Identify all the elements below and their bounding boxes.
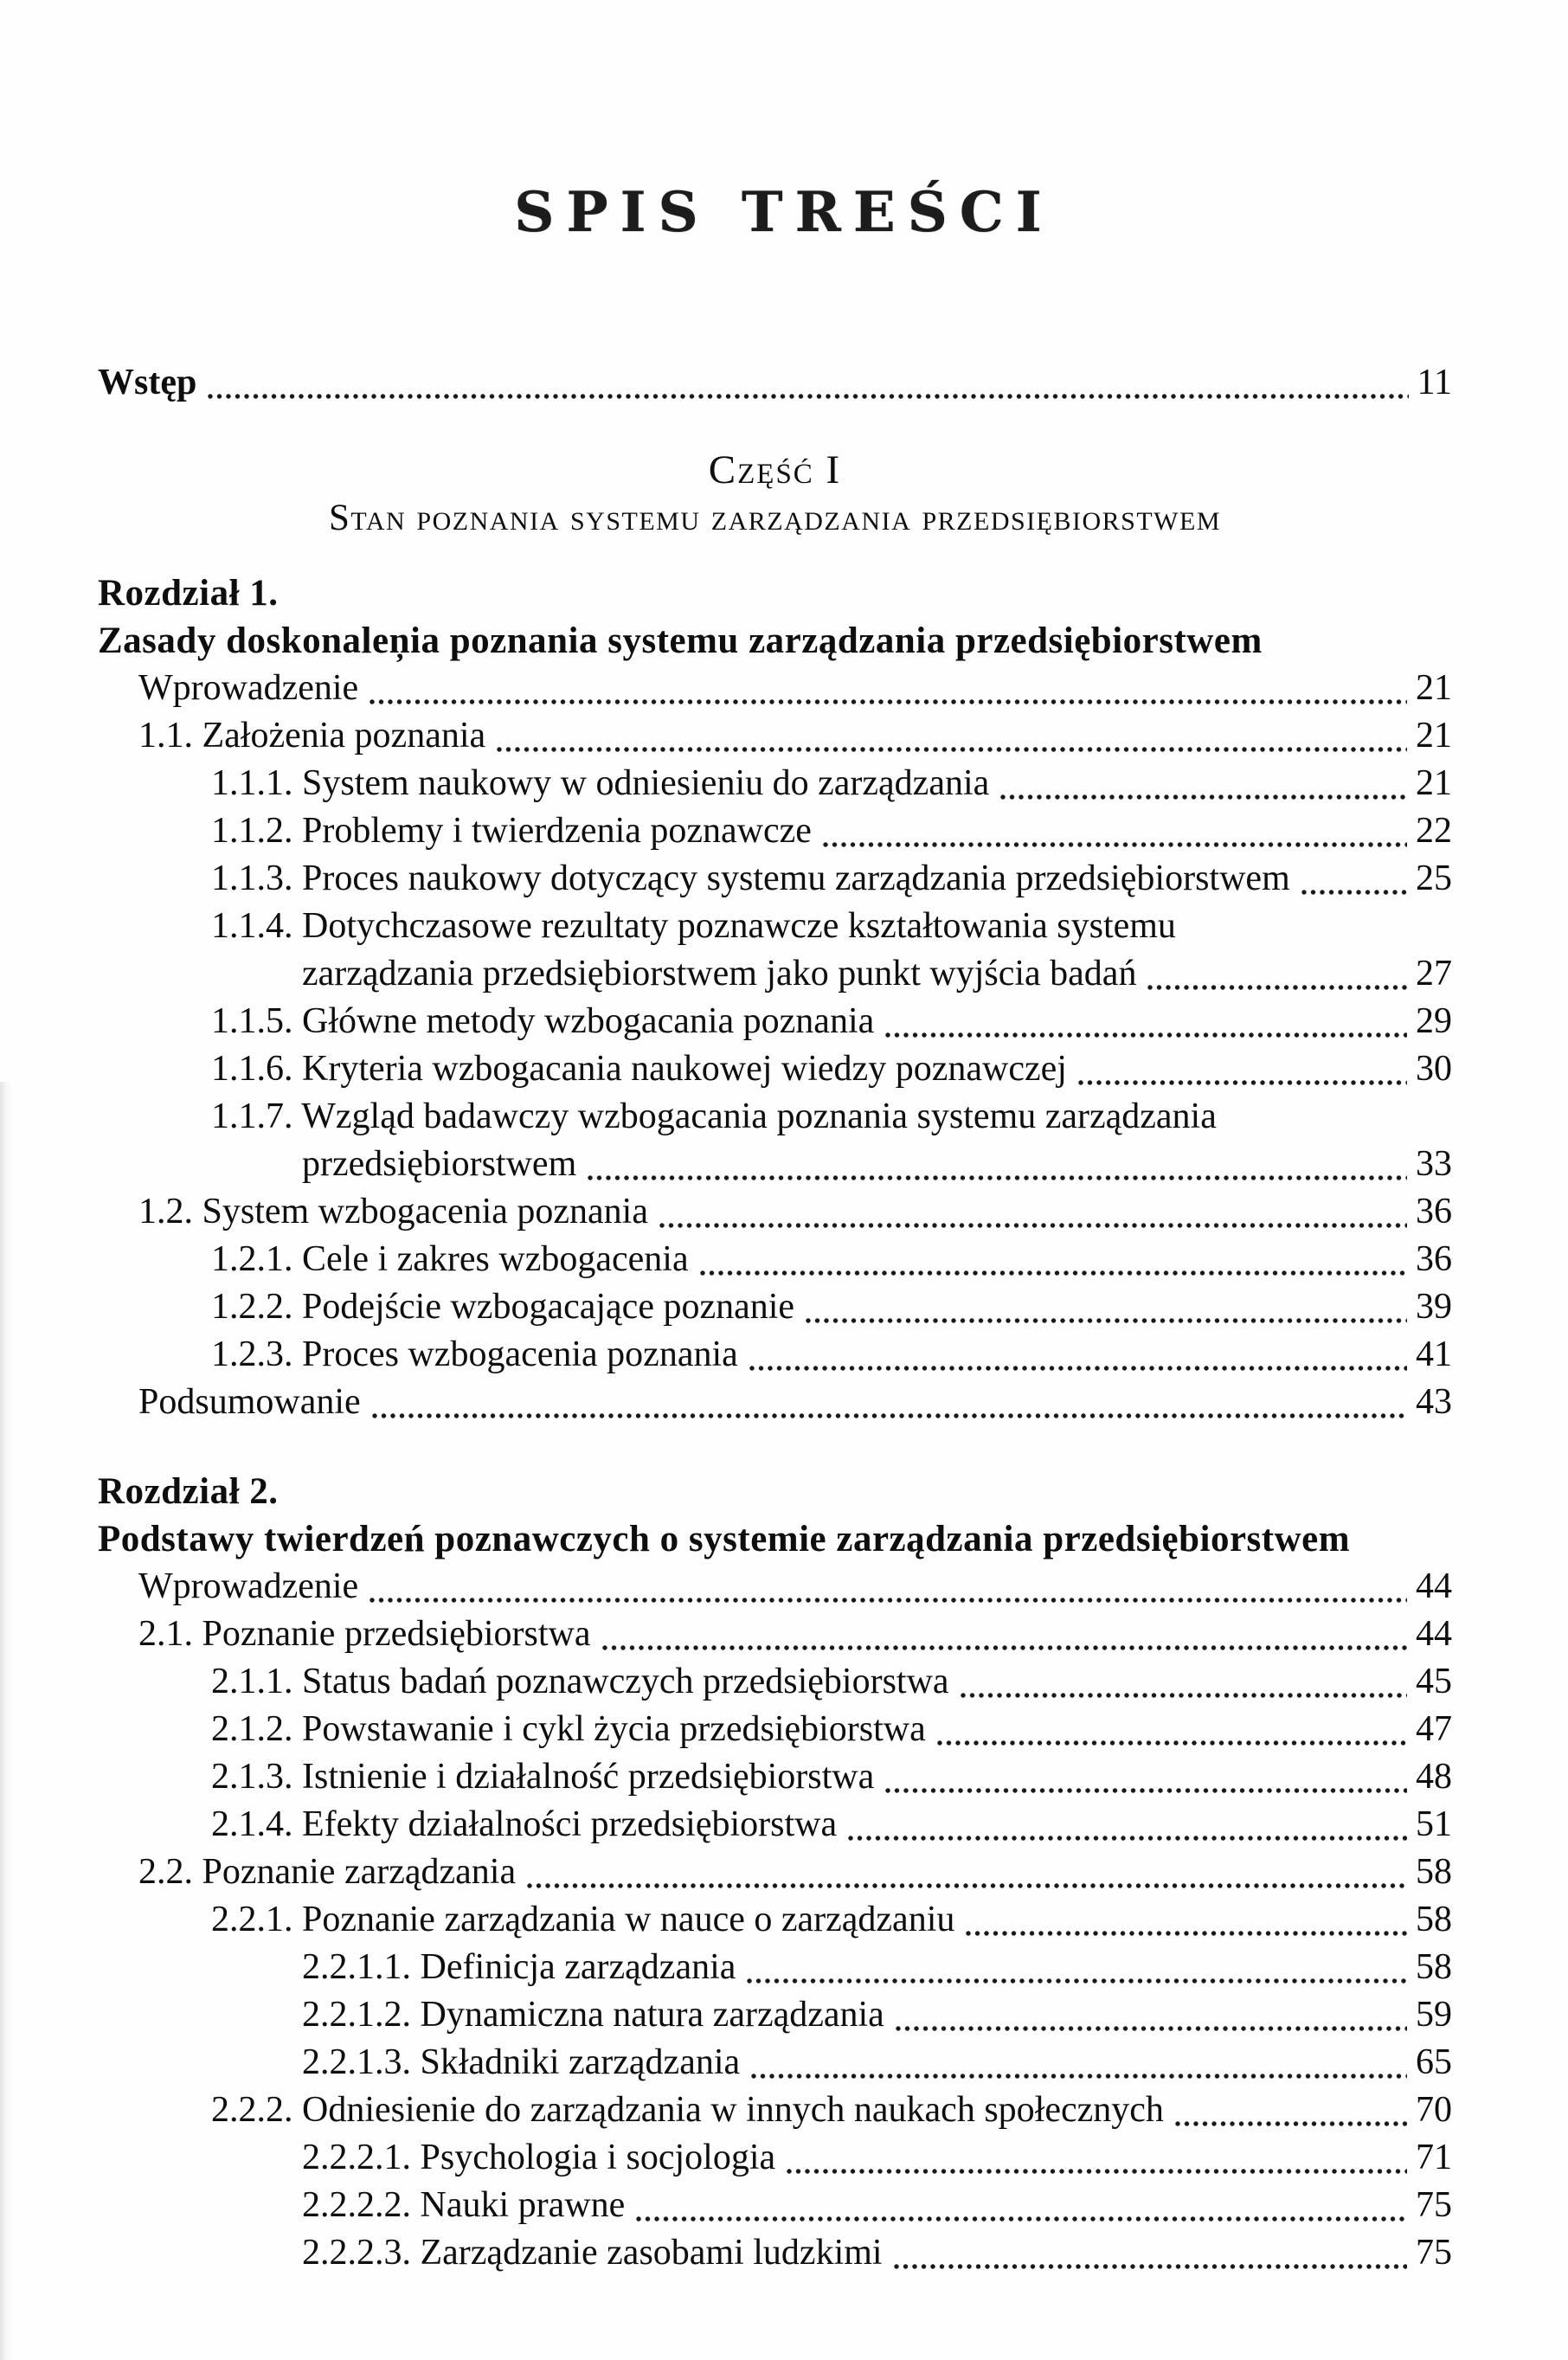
dot-leader xyxy=(370,665,1407,712)
toc-entry-page-number: 70 xyxy=(1416,2090,1452,2130)
toc-entry-label: Wstęp xyxy=(98,363,197,402)
toc-entry-page-number: 75 xyxy=(1416,2233,1452,2273)
toc-entry-page-number: 21 xyxy=(1416,668,1452,708)
toc-entry-page-number: 44 xyxy=(1416,1566,1452,1606)
dot-leader xyxy=(497,712,1407,760)
toc-entry-page-number: 45 xyxy=(1416,1662,1452,1701)
toc-entry-label: 2.2.2.3. Zarządzanie zasobami ludzkimi xyxy=(302,2233,883,2273)
toc-entry-label: 1.2.2. Podejście wzbogacające poznanie xyxy=(211,1287,795,1327)
toc-entry-page-number: 75 xyxy=(1416,2185,1452,2225)
toc-entry-page-number: 43 xyxy=(1416,1382,1452,1422)
toc-entry xyxy=(98,998,1452,1045)
dot-leader xyxy=(848,1801,1407,1849)
toc-entry-label: 2.1.4. Efekty działalności przedsiębiorstwa xyxy=(211,1804,838,1844)
toc-entry-label: 2.2.2.2. Nauki prawne xyxy=(302,2185,626,2225)
toc-entry xyxy=(98,359,1452,407)
toc-entry-page-number: 48 xyxy=(1416,1757,1452,1797)
toc-entry-continuation xyxy=(98,950,1452,998)
toc-entry-page-number: 11 xyxy=(1417,363,1452,402)
toc-entry-label: Stan poznania systemu zarządzania przedsiębiorstwem xyxy=(329,498,1221,538)
dot-leader xyxy=(894,2229,1407,2277)
toc-entry-page-number: 58 xyxy=(1416,1852,1452,1892)
toc-entry-page-number: 36 xyxy=(1416,1239,1452,1279)
toc-entry-page-number: 44 xyxy=(1416,1614,1452,1654)
chapter-heading xyxy=(98,617,1452,665)
toc-entry-label: 1.1.4. Dotychczasowe rezultaty poznawcze kształtowania systemu xyxy=(211,906,1176,946)
toc-entry xyxy=(98,1611,1452,1658)
toc-entry xyxy=(98,1849,1452,1896)
toc-entry-page-number: 39 xyxy=(1416,1287,1452,1327)
toc-entry-label: 1.1.5. Główne metody wzbogacania poznania xyxy=(211,1001,875,1041)
scan-edge-artifact xyxy=(0,1082,12,2360)
toc-entry-label: Wprowadzenie xyxy=(138,668,359,708)
toc-entry-label: 1.1.2. Problemy i twierdzenia poznawcze xyxy=(211,811,812,851)
toc-entry-label: 1.1. Założenia poznania xyxy=(138,716,486,756)
dot-leader xyxy=(885,1753,1407,1801)
toc-entry-page-number: 25 xyxy=(1416,858,1452,898)
toc-entry xyxy=(98,2134,1452,2182)
toc-entry-label: przedsiębiorstwem xyxy=(302,1144,577,1184)
toc-entry-page-number: 36 xyxy=(1416,1192,1452,1231)
toc-entry-page-number: 30 xyxy=(1416,1049,1452,1089)
toc-entry-label: 2.2.1. Poznanie zarządzania w nauce o zarządzaniu xyxy=(211,1900,955,1939)
toc-entry xyxy=(98,760,1452,807)
toc-entry xyxy=(98,1236,1452,1283)
toc-entry xyxy=(98,1188,1452,1236)
toc-entry xyxy=(98,1093,1452,1141)
toc-entry-label: Zasady doskonaleņia poznania systemu zarządzania przedsiębiorstwem xyxy=(98,621,1263,661)
toc-entry xyxy=(98,855,1452,903)
toc-entry-page-number: 51 xyxy=(1416,1804,1452,1844)
toc-entry-page-number: 59 xyxy=(1416,1995,1452,2035)
toc-entry-label: 1.1.1. System naukowy w odniesieniu do zarządzania xyxy=(211,763,990,803)
toc-entry xyxy=(98,1896,1452,1944)
toc-entry-label: 2.2. Poznanie zarządzania xyxy=(138,1852,517,1892)
toc-entry xyxy=(98,1991,1452,2039)
toc-list xyxy=(98,359,1452,2277)
dot-leader xyxy=(885,998,1407,1045)
toc-entry-label: 2.2.1.2. Dynamiczna natura zarządzania xyxy=(302,1995,884,2035)
toc-entry-label: 2.2.2. Odniesienie do zarządzania w innych naukach społecznych xyxy=(211,2090,1164,2130)
part-heading xyxy=(98,447,1452,494)
dot-leader xyxy=(1078,1045,1407,1093)
dot-leader xyxy=(787,2134,1407,2182)
toc-entry-label: 1.2. System wzbogacenia poznania xyxy=(138,1192,648,1231)
toc-entry xyxy=(98,2087,1452,2134)
dot-leader xyxy=(588,1141,1407,1188)
toc-entry-label: Podstawy twierdzeń poznawczych o systemie zarządzania przedsiębiorstwem xyxy=(98,1519,1351,1559)
toc-entry xyxy=(98,1801,1452,1849)
dot-leader xyxy=(966,1896,1407,1944)
toc-entry xyxy=(98,1706,1452,1753)
dot-leader xyxy=(372,1379,1407,1426)
toc-entry-page-number: 29 xyxy=(1416,1001,1452,1041)
toc-entry-label: 2.1. Poznanie przedsiębiorstwa xyxy=(138,1614,591,1654)
dot-leader xyxy=(937,1706,1407,1753)
toc-entry-page-number: 58 xyxy=(1416,1900,1452,1939)
dot-leader xyxy=(749,1331,1407,1379)
page-title: SPIS TREŚCI xyxy=(514,180,1054,245)
chapter-heading xyxy=(98,1468,1452,1515)
toc-entry-label: 2.1.2. Powstawanie i cykl życia przedsiębiorstwa xyxy=(211,1709,926,1749)
chapter-heading xyxy=(98,569,1452,617)
toc-entry xyxy=(98,2039,1452,2087)
toc-entry-page-number: 58 xyxy=(1416,1947,1452,1987)
toc-entry-label: 2.1.1. Status badań poznawczych przedsiębiorstwa xyxy=(211,1662,949,1701)
dot-leader xyxy=(806,1283,1407,1331)
toc-entry-label: 2.2.1.3. Składniki zarządzania xyxy=(302,2042,741,2082)
toc-entry xyxy=(98,1658,1452,1706)
dot-leader xyxy=(636,2182,1407,2229)
toc-entry-label: 2.1.3. Istnienie i działalność przedsiębiorstwa xyxy=(211,1757,875,1797)
toc-entry-label: Podsumowanie xyxy=(138,1382,361,1422)
toc-entry-label: 1.2.1. Cele i zakres wzbogacenia xyxy=(211,1239,689,1279)
dot-leader xyxy=(370,1563,1407,1611)
toc-entry-page-number: 21 xyxy=(1416,763,1452,803)
toc-entry xyxy=(98,712,1452,760)
toc-entry xyxy=(98,1379,1452,1426)
toc-entry-page-number: 22 xyxy=(1416,811,1452,851)
dot-leader xyxy=(527,1849,1407,1896)
toc-entry xyxy=(98,2229,1452,2277)
dot-leader xyxy=(1147,950,1407,998)
toc-entry xyxy=(98,807,1452,855)
dot-leader xyxy=(961,1658,1407,1706)
toc-entry-page-number: 71 xyxy=(1416,2138,1452,2177)
toc-entry-label: zarządzania przedsiębiorstwem jako punkt wyjścia badań xyxy=(302,954,1137,994)
toc-entry xyxy=(98,1283,1452,1331)
toc-entry-label: 1.2.3. Proces wzbogacenia poznania xyxy=(211,1334,738,1374)
toc-entry-page-number: 27 xyxy=(1416,954,1452,994)
toc-entry-page-number: 33 xyxy=(1416,1144,1452,1184)
toc-entry-label: 2.2.1.1. Definicja zarządzania xyxy=(302,1947,736,1987)
toc-entry-page-number: 65 xyxy=(1416,2042,1452,2082)
dot-leader xyxy=(747,1944,1407,1991)
part-heading xyxy=(98,494,1452,542)
toc-entry xyxy=(98,1944,1452,1991)
dot-leader xyxy=(823,807,1407,855)
dot-leader xyxy=(659,1188,1407,1236)
toc-entry xyxy=(98,2182,1452,2229)
chapter-heading xyxy=(98,1515,1452,1563)
toc-entry-label: 1.1.7. Wzgląd badawczy wzbogacania poznania systemu zarządzania xyxy=(211,1096,1217,1136)
dot-leader xyxy=(751,2039,1407,2087)
toc-entry-label: 1.1.3. Proces naukowy dotyczący systemu zarządzania przedsiębiorstwem xyxy=(211,858,1290,898)
dot-leader xyxy=(208,359,1408,407)
toc-entry-label: Rozdział 1. xyxy=(98,573,279,614)
toc-entry xyxy=(98,1753,1452,1801)
toc-entry-continuation xyxy=(98,1141,1452,1188)
toc-entry-label: Rozdział 2. xyxy=(98,1471,279,1512)
toc-entry-label: 1.1.6. Kryteria wzbogacania naukowej wiedzy poznawczej xyxy=(211,1049,1067,1089)
dot-leader xyxy=(1175,2087,1407,2134)
toc-entry xyxy=(98,665,1452,712)
dot-leader xyxy=(700,1236,1407,1283)
dot-leader xyxy=(896,1991,1407,2039)
toc-entry xyxy=(98,1045,1452,1093)
toc-entry-page-number: 47 xyxy=(1416,1709,1452,1749)
toc-entry-page-number: 41 xyxy=(1416,1334,1452,1374)
toc-entry xyxy=(98,903,1452,950)
toc-entry xyxy=(98,1563,1452,1611)
toc-entry-page-number: 21 xyxy=(1416,716,1452,756)
toc-entry-label: Wprowadzenie xyxy=(138,1566,359,1606)
dot-leader xyxy=(1000,760,1407,807)
dot-leader xyxy=(1301,855,1407,903)
toc-entry-label: 2.2.2.1. Psychologia i socjologia xyxy=(302,2138,776,2177)
toc-entry-label: Część I xyxy=(708,447,842,492)
toc-entry xyxy=(98,1331,1452,1379)
dot-leader xyxy=(602,1611,1407,1658)
